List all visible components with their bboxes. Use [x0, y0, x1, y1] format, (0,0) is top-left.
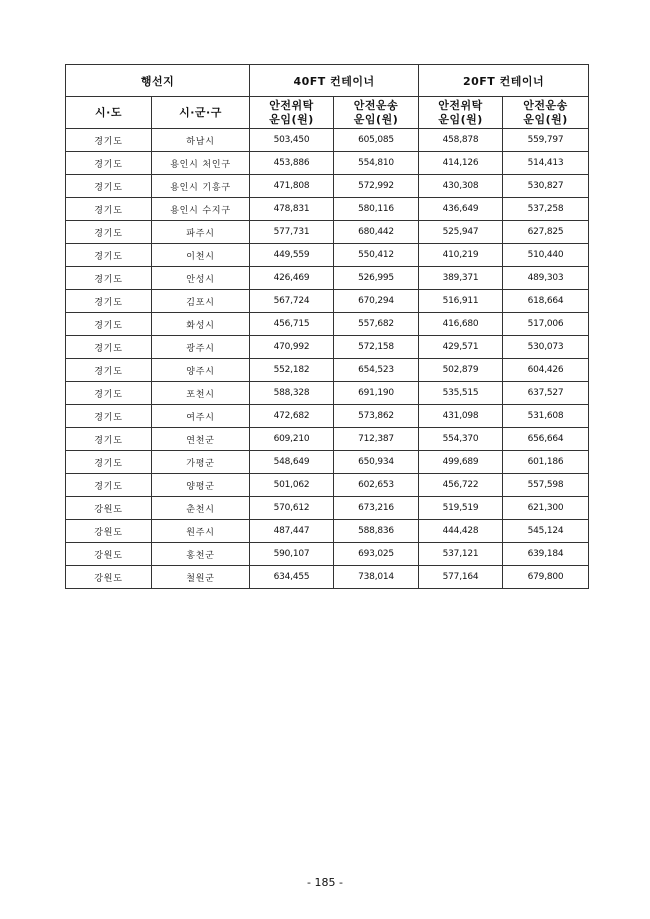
cell-sigungu: 용인시 처인구	[152, 152, 250, 175]
cell-sigungu: 김포시	[152, 290, 250, 313]
cell-20ft-consign: 516,911	[419, 290, 503, 313]
cell-sido: 경기도	[66, 267, 152, 290]
table-row	[66, 129, 589, 152]
table-row	[66, 428, 589, 451]
cell-sigungu: 광주시	[152, 336, 250, 359]
header-40ft-consign-rate: 안전위탁 운임(원)	[250, 97, 334, 129]
cell-sido: 경기도	[66, 336, 152, 359]
header-20ft-container: 20FT 컨테이너	[419, 65, 589, 97]
cell-40ft-transport: 602,653	[334, 474, 419, 497]
cell-40ft-transport: 691,190	[334, 382, 419, 405]
header-row-columns	[66, 97, 589, 129]
cell-sido: 경기도	[66, 474, 152, 497]
freight-rate-table	[65, 64, 589, 589]
header-destination: 행선지	[66, 65, 250, 97]
cell-20ft-consign: 456,722	[419, 474, 503, 497]
cell-40ft-consign: 449,559	[250, 244, 334, 267]
header-sigungu: 시·군·구	[152, 97, 250, 129]
cell-sigungu: 연천군	[152, 428, 250, 451]
cell-sido: 경기도	[66, 152, 152, 175]
table-row	[66, 497, 589, 520]
cell-40ft-transport: 670,294	[334, 290, 419, 313]
cell-sido: 경기도	[66, 198, 152, 221]
cell-40ft-consign: 590,107	[250, 543, 334, 566]
header-20ft-consign-rate: 안전위탁 운임(원)	[419, 97, 503, 129]
table-row	[66, 244, 589, 267]
cell-20ft-transport: 559,797	[503, 129, 589, 152]
cell-40ft-transport: 693,025	[334, 543, 419, 566]
cell-20ft-transport: 679,800	[503, 566, 589, 589]
cell-sigungu: 가평군	[152, 451, 250, 474]
table-row	[66, 198, 589, 221]
cell-20ft-transport: 637,527	[503, 382, 589, 405]
cell-sigungu: 포천시	[152, 382, 250, 405]
cell-20ft-consign: 537,121	[419, 543, 503, 566]
cell-40ft-transport: 526,995	[334, 267, 419, 290]
cell-20ft-transport: 514,413	[503, 152, 589, 175]
cell-40ft-consign: 472,682	[250, 405, 334, 428]
cell-40ft-transport: 572,158	[334, 336, 419, 359]
cell-20ft-consign: 429,571	[419, 336, 503, 359]
cell-20ft-transport: 604,426	[503, 359, 589, 382]
cell-sido: 경기도	[66, 313, 152, 336]
table-row	[66, 566, 589, 589]
cell-sido: 강원도	[66, 566, 152, 589]
cell-20ft-consign: 535,515	[419, 382, 503, 405]
cell-40ft-consign: 570,612	[250, 497, 334, 520]
cell-20ft-transport: 531,608	[503, 405, 589, 428]
table-body	[66, 129, 589, 589]
cell-40ft-transport: 605,085	[334, 129, 419, 152]
cell-20ft-consign: 410,219	[419, 244, 503, 267]
cell-20ft-transport: 627,825	[503, 221, 589, 244]
cell-sigungu: 원주시	[152, 520, 250, 543]
cell-40ft-transport: 654,523	[334, 359, 419, 382]
cell-40ft-consign: 456,715	[250, 313, 334, 336]
header-20ft-transport-rate: 안전운송 운임(원)	[503, 97, 589, 129]
table-row	[66, 382, 589, 405]
cell-sido: 경기도	[66, 382, 152, 405]
cell-20ft-consign: 499,689	[419, 451, 503, 474]
cell-sido: 경기도	[66, 359, 152, 382]
cell-20ft-transport: 489,303	[503, 267, 589, 290]
header-40ft-transport-rate: 안전운송 운임(원)	[334, 97, 419, 129]
cell-40ft-consign: 577,731	[250, 221, 334, 244]
cell-sido: 강원도	[66, 497, 152, 520]
cell-40ft-consign: 487,447	[250, 520, 334, 543]
cell-20ft-consign: 525,947	[419, 221, 503, 244]
cell-20ft-transport: 618,664	[503, 290, 589, 313]
cell-sido: 강원도	[66, 520, 152, 543]
cell-20ft-transport: 530,827	[503, 175, 589, 198]
cell-40ft-consign: 634,455	[250, 566, 334, 589]
cell-sigungu: 용인시 기흥구	[152, 175, 250, 198]
table-row	[66, 474, 589, 497]
cell-20ft-consign: 519,519	[419, 497, 503, 520]
table-row	[66, 543, 589, 566]
cell-20ft-consign: 458,878	[419, 129, 503, 152]
cell-40ft-transport: 650,934	[334, 451, 419, 474]
table-row	[66, 290, 589, 313]
cell-40ft-transport: 588,836	[334, 520, 419, 543]
cell-20ft-transport: 537,258	[503, 198, 589, 221]
cell-40ft-consign: 609,210	[250, 428, 334, 451]
cell-20ft-transport: 656,664	[503, 428, 589, 451]
cell-40ft-transport: 738,014	[334, 566, 419, 589]
cell-20ft-transport: 517,006	[503, 313, 589, 336]
table-row	[66, 336, 589, 359]
header-row-groups	[66, 65, 589, 97]
cell-20ft-transport: 545,124	[503, 520, 589, 543]
cell-sido: 경기도	[66, 221, 152, 244]
cell-20ft-consign: 389,371	[419, 267, 503, 290]
cell-20ft-consign: 577,164	[419, 566, 503, 589]
cell-20ft-consign: 416,680	[419, 313, 503, 336]
table-row	[66, 221, 589, 244]
cell-sido: 경기도	[66, 428, 152, 451]
cell-40ft-transport: 680,442	[334, 221, 419, 244]
table-row	[66, 451, 589, 474]
table-row	[66, 359, 589, 382]
cell-20ft-transport: 601,186	[503, 451, 589, 474]
cell-sigungu: 여주시	[152, 405, 250, 428]
cell-20ft-consign: 554,370	[419, 428, 503, 451]
cell-sigungu: 홍천군	[152, 543, 250, 566]
cell-40ft-transport: 712,387	[334, 428, 419, 451]
table-row	[66, 175, 589, 198]
cell-sigungu: 하남시	[152, 129, 250, 152]
cell-40ft-transport: 573,862	[334, 405, 419, 428]
cell-40ft-transport: 550,412	[334, 244, 419, 267]
cell-sido: 경기도	[66, 175, 152, 198]
cell-40ft-transport: 673,216	[334, 497, 419, 520]
cell-40ft-transport: 554,810	[334, 152, 419, 175]
cell-20ft-transport: 530,073	[503, 336, 589, 359]
cell-20ft-consign: 431,098	[419, 405, 503, 428]
cell-20ft-consign: 430,308	[419, 175, 503, 198]
cell-20ft-consign: 502,879	[419, 359, 503, 382]
cell-40ft-consign: 453,886	[250, 152, 334, 175]
table-row	[66, 267, 589, 290]
cell-40ft-consign: 503,450	[250, 129, 334, 152]
header-40ft-container: 40FT 컨테이너	[250, 65, 419, 97]
cell-sigungu: 춘천시	[152, 497, 250, 520]
cell-sigungu: 안성시	[152, 267, 250, 290]
cell-20ft-transport: 557,598	[503, 474, 589, 497]
page-number: - 185 -	[307, 876, 343, 889]
cell-20ft-consign: 436,649	[419, 198, 503, 221]
cell-20ft-transport: 639,184	[503, 543, 589, 566]
cell-40ft-consign: 548,649	[250, 451, 334, 474]
cell-sigungu: 파주시	[152, 221, 250, 244]
cell-40ft-transport: 580,116	[334, 198, 419, 221]
table-row	[66, 405, 589, 428]
cell-40ft-consign: 470,992	[250, 336, 334, 359]
cell-sigungu: 양주시	[152, 359, 250, 382]
cell-40ft-consign: 426,469	[250, 267, 334, 290]
cell-40ft-consign: 588,328	[250, 382, 334, 405]
cell-sigungu: 양평군	[152, 474, 250, 497]
cell-sido: 강원도	[66, 543, 152, 566]
cell-sigungu: 용인시 수지구	[152, 198, 250, 221]
cell-40ft-transport: 557,682	[334, 313, 419, 336]
cell-sido: 경기도	[66, 244, 152, 267]
cell-20ft-transport: 510,440	[503, 244, 589, 267]
cell-40ft-consign: 471,808	[250, 175, 334, 198]
cell-sido: 경기도	[66, 451, 152, 474]
table-row	[66, 152, 589, 175]
cell-40ft-consign: 501,062	[250, 474, 334, 497]
table-row	[66, 313, 589, 336]
cell-20ft-consign: 414,126	[419, 152, 503, 175]
cell-sido: 경기도	[66, 290, 152, 313]
cell-40ft-consign: 478,831	[250, 198, 334, 221]
cell-40ft-consign: 552,182	[250, 359, 334, 382]
cell-20ft-consign: 444,428	[419, 520, 503, 543]
cell-sido: 경기도	[66, 129, 152, 152]
cell-sido: 경기도	[66, 405, 152, 428]
cell-sigungu: 철원군	[152, 566, 250, 589]
cell-40ft-consign: 567,724	[250, 290, 334, 313]
cell-40ft-transport: 572,992	[334, 175, 419, 198]
table-row	[66, 520, 589, 543]
cell-sigungu: 이천시	[152, 244, 250, 267]
cell-20ft-transport: 621,300	[503, 497, 589, 520]
header-sido: 시·도	[66, 97, 152, 129]
cell-sigungu: 화성시	[152, 313, 250, 336]
